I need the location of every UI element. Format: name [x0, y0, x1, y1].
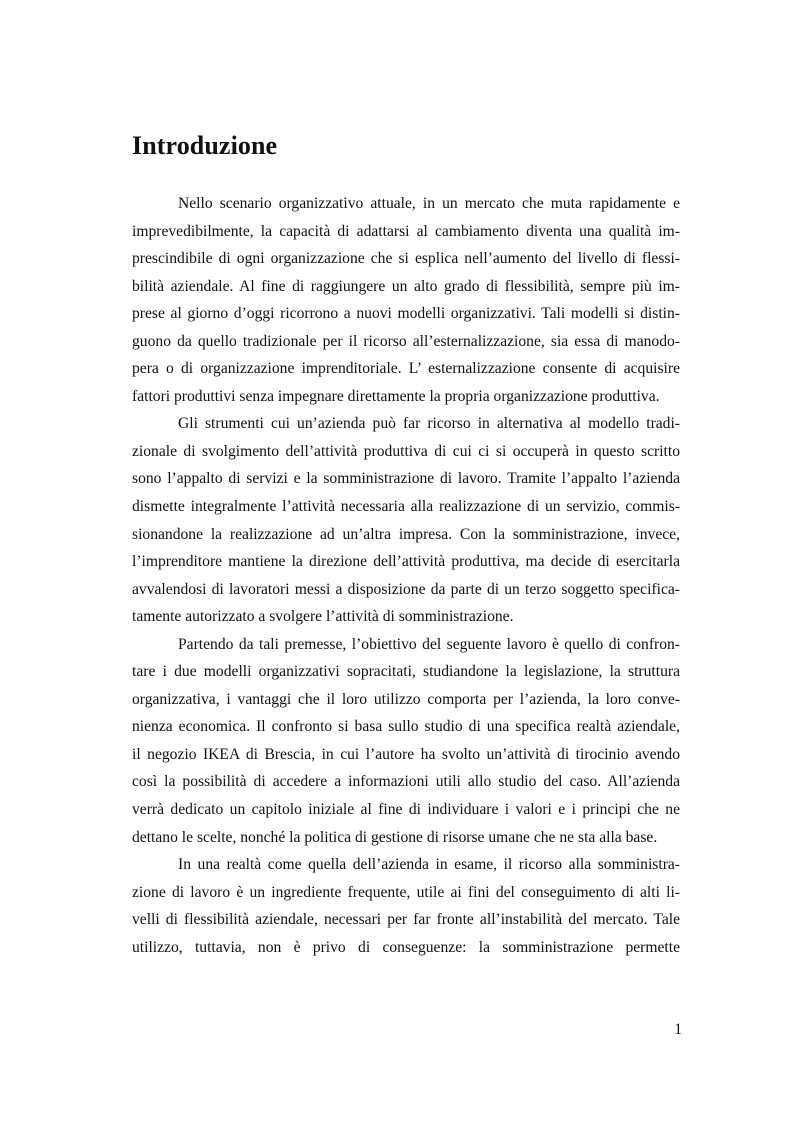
- text-line: Gli strumenti cui un’azienda può far ricorso in alternativa al modello tradi-: [178, 415, 680, 433]
- text-line: In una realtà come quella dell’azienda in esame, il ricorso alla somministra-: [178, 856, 680, 874]
- text-line: zionale di svolgimento dell’attività produttiva di cui ci si occuperà in questo scritto: [132, 442, 680, 460]
- text-line: tare i due modelli organizzativi sopracitati, studiandone la legislazione, la struttura: [132, 663, 680, 681]
- text-line: fattori produttivi senza impegnare direttamente la propria organizzazione produttiva.: [132, 387, 660, 405]
- text-line: l’imprenditore mantiene la direzione dell’attività produttiva, ma decide di esercitarla: [132, 553, 680, 571]
- text-line: velli di flessibilità aziendale, necessari per far fronte all’instabilità del mercato. Tale: [132, 911, 680, 929]
- text-line: pera o di organizzazione imprenditoriale. L’ esternalizzazione consente di acquisire: [132, 360, 680, 378]
- text-line: sono l’appalto di servizi e la somministrazione di lavoro. Tramite l’appalto l’azienda: [132, 470, 680, 488]
- text-line: tamente autorizzato a svolgere l’attività di somministrazione.: [132, 608, 514, 626]
- page-number: 1: [674, 1021, 682, 1038]
- text-line: nienza economica. Il confronto si basa sullo studio di una specifica realtà aziendale,: [132, 718, 680, 736]
- text-line: prese al giorno d’oggi ricorrono a nuovi modelli organizzativi. Tali modelli si distin-: [132, 305, 680, 323]
- text-line: bilità aziendale. Al fine di raggiungere un alto grado di flessibilità, sempre più im-: [132, 277, 680, 295]
- text-line: zione di lavoro è un ingrediente frequente, utile ai fini del conseguimento di alti li-: [132, 883, 680, 901]
- text-line: guono da quello tradizionale per il ricorso all’esternalizzazione, sia essa di manodo-: [132, 332, 680, 350]
- text-line: utilizzo, tuttavia, non è privo di conseguenze: la somministrazione permette: [132, 938, 680, 956]
- text-line: il negozio IKEA di Brescia, in cui l’autore ha svolto un’attività di tirocinio avendo: [132, 745, 680, 763]
- text-line: avvalendosi di lavoratori messi a disposizione da parte di un terzo soggetto specifica-: [132, 580, 680, 598]
- chapter-title: Introduzione: [132, 131, 278, 160]
- text-line: così la possibilità di accedere a informazioni utili allo studio del caso. All’azienda: [132, 773, 680, 791]
- text-line: organizzativa, i vantaggi che il loro utilizzo comporta per l’azienda, la loro conve-: [132, 690, 680, 708]
- text-line: imprevedibilmente, la capacità di adattarsi al cambiamento diventa una qualità im-: [132, 222, 680, 240]
- text-line: Nello scenario organizzativo attuale, in un mercato che muta rapidamente e: [178, 195, 680, 212]
- text-line: Partendo da tali premesse, l’obiettivo del seguente lavoro è quello di confron-: [178, 635, 680, 653]
- text-line: prescindibile di ogni organizzazione che si esplica nell’aumento del livello di flessi-: [132, 250, 680, 268]
- text-line: verrà dedicato un capitolo iniziale al fine di individuare i valori e i principi che ne: [132, 801, 680, 819]
- text-line: dismette integralmente l’attività necessaria alla realizzazione di un servizio, commis-: [132, 498, 680, 516]
- text-line: sionandone la realizzazione ad un’altra impresa. Con la somministrazione, invece,: [132, 525, 680, 543]
- body-text: [132, 190, 680, 961]
- text-line: dettano le scelte, nonché la politica di gestione di risorse umane che ne sta alla base.: [132, 828, 658, 846]
